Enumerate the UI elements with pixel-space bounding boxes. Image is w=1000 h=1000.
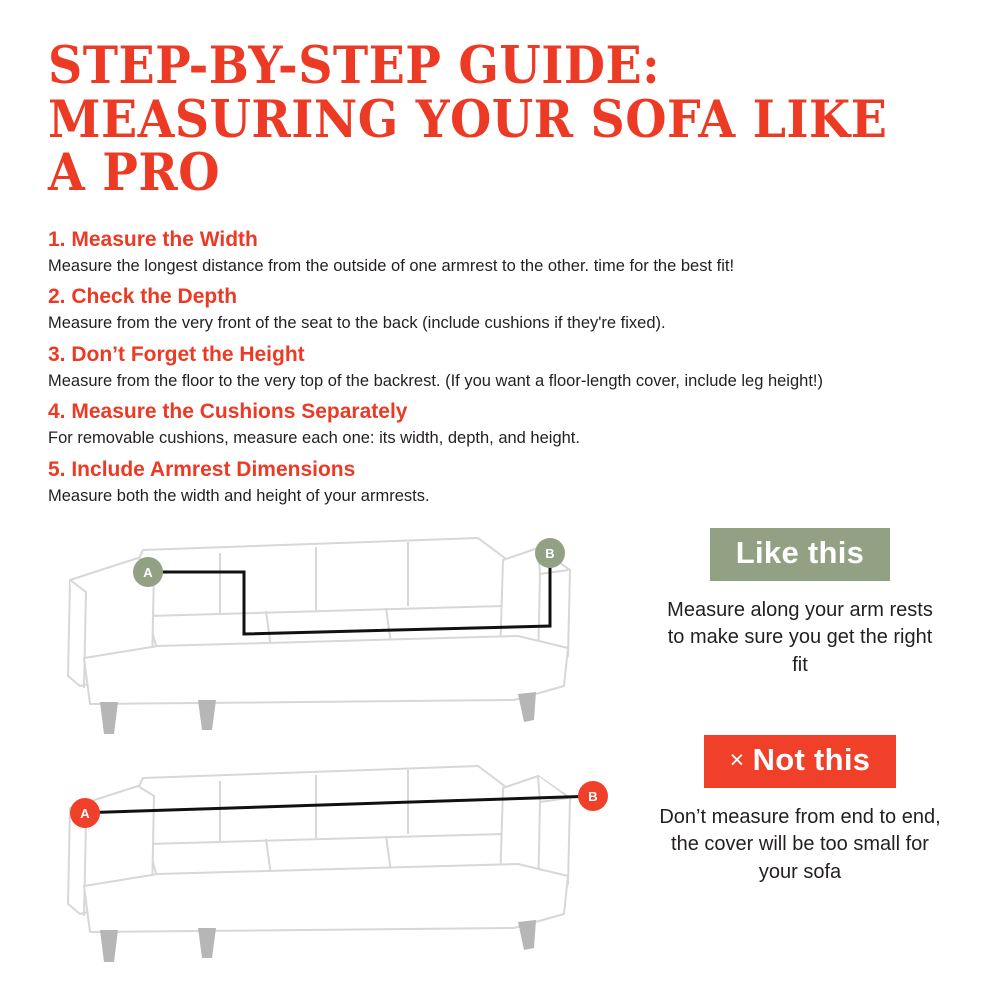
step-item xyxy=(48,457,956,508)
callout-like-this-text: Measure along your arm rests to make sure you get the right fit xyxy=(667,598,933,676)
step-heading: 1. Measure the Width xyxy=(48,227,258,251)
step-body: Measure the longest distance from the outside of one armrest to the other. time for the best fit! xyxy=(48,256,735,275)
step-item xyxy=(48,342,956,393)
callouts-column xyxy=(640,528,960,887)
badge-like-this-label: Like this xyxy=(735,535,865,570)
x-mark-icon: × xyxy=(729,746,745,775)
marker-b-incorrect: B xyxy=(588,789,598,804)
badge-not-this-label: Not this xyxy=(752,742,871,778)
badge-not-this xyxy=(704,735,897,788)
title-line-2: MEASURING YOUR SOFA LIKE A PRO xyxy=(48,89,888,204)
step-heading: 2. Check the Depth xyxy=(48,285,238,309)
step-heading: 4. Measure the Cushions Separately xyxy=(48,400,408,424)
step-item xyxy=(48,227,956,278)
title-line-1: STEP-BY-STEP GUIDE: xyxy=(48,36,661,96)
step-item xyxy=(48,399,956,450)
sofa-illustration xyxy=(48,508,648,968)
callout-not-this xyxy=(640,735,960,886)
sofa-diagram-correct xyxy=(48,508,648,738)
step-body: For removable cushions, measure each one: its width, depth, and height. xyxy=(48,429,580,448)
callout-not-this-text: Don’t measure from end to end, the cover will be too small for your sofa xyxy=(659,805,941,884)
steps-list xyxy=(48,227,956,508)
badge-like-this xyxy=(710,528,890,581)
step-heading: 3. Don’t Forget the Height xyxy=(48,342,305,366)
page-title xyxy=(48,36,892,204)
marker-b-correct: B xyxy=(545,546,555,561)
marker-a-correct: A xyxy=(143,565,153,580)
step-body: Measure both the width and height of your armrests. xyxy=(48,486,430,505)
step-body: Measure from the floor to the very top of the backrest. (If you want a floor-length cover, include leg height!) xyxy=(48,371,823,390)
step-item xyxy=(48,284,956,335)
step-body: Measure from the very front of the seat to the back (include cushions if they're fixed). xyxy=(48,314,666,333)
step-heading: 5. Include Armrest Dimensions xyxy=(48,457,356,481)
callout-like-this xyxy=(640,528,960,679)
sofa-diagram-incorrect xyxy=(48,736,648,966)
marker-a-incorrect: A xyxy=(80,806,90,821)
